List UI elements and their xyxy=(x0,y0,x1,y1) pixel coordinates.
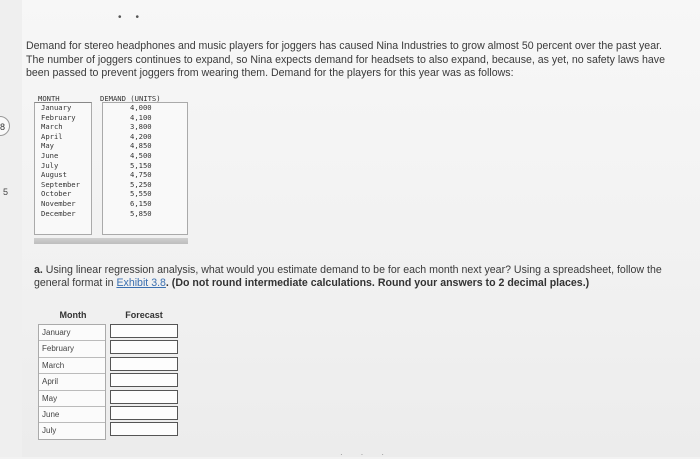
forecast-input-march[interactable] xyxy=(110,357,178,371)
demand-table-scrollbar[interactable] xyxy=(34,238,188,244)
forecast-grid-month-cell: June xyxy=(39,407,105,423)
demand-table-demand-cell: 4,850 xyxy=(130,141,152,151)
demand-table xyxy=(32,94,188,218)
exhibit-link[interactable]: Exhibit 3.8 xyxy=(116,277,166,289)
question-a xyxy=(34,264,686,290)
demand-table-month-header: MONTH xyxy=(38,94,60,103)
demand-table-month-cell: December xyxy=(41,208,76,218)
top-dots-icon: •• xyxy=(118,12,154,23)
demand-table-demand-cell: 4,000 xyxy=(130,103,152,112)
demand-table-month-cell: January xyxy=(41,103,72,112)
forecast-grid-body xyxy=(38,324,178,440)
question-label: a. xyxy=(34,264,43,276)
forecast-grid-header xyxy=(38,306,178,324)
demand-table-row xyxy=(32,161,188,171)
forecast-grid-forecast-header: Forecast xyxy=(125,310,163,320)
bottom-toolbar-dots-icon: ··· xyxy=(340,450,402,459)
forecast-grid-month-header: Month xyxy=(59,310,87,320)
question-badge[interactable]: 8 xyxy=(0,116,10,136)
demand-table-row xyxy=(32,113,188,123)
forecast-grid-month-cell: March xyxy=(39,358,105,374)
demand-table-month-cell: November xyxy=(41,198,76,208)
forecast-grid-month-cell: May xyxy=(39,391,105,407)
demand-table-demand-header: DEMAND (UNITS) xyxy=(100,94,161,103)
demand-table-month-cell: February xyxy=(41,112,76,122)
forecast-input-july[interactable] xyxy=(110,422,178,436)
demand-table-month-cell: March xyxy=(41,122,63,132)
demand-table-row xyxy=(32,103,188,113)
forecast-grid-month-cell: April xyxy=(39,374,105,390)
forecast-input-june[interactable] xyxy=(110,406,178,420)
demand-table-demand-cell: 4,500 xyxy=(130,150,152,160)
forecast-input-january[interactable] xyxy=(110,324,178,338)
demand-table-row xyxy=(32,141,188,151)
question-text: Using linear regression analysis, what would you estimate demand to be for each month next year? Using a spreadsheet, follow the general format in xyxy=(34,264,662,289)
demand-table-row xyxy=(32,189,188,199)
demand-table-row xyxy=(32,199,188,209)
demand-table-demand-cell: 5,550 xyxy=(130,189,152,199)
demand-table-month-cell: October xyxy=(41,189,72,199)
demand-table-demand-cell: 3,800 xyxy=(130,122,152,132)
demand-table-row xyxy=(32,151,188,161)
forecast-input-february[interactable] xyxy=(110,340,178,354)
demand-table-demand-cell: 5,150 xyxy=(130,160,152,170)
forecast-grid-months xyxy=(38,324,106,440)
forecast-answer-grid xyxy=(38,306,178,440)
demand-table-row xyxy=(32,132,188,142)
demand-table-month-cell: July xyxy=(41,160,59,170)
question-instruction: . (Do not round intermediate calculations. Round your answers to 2 decimal places.) xyxy=(165,277,590,289)
forecast-input-may[interactable] xyxy=(110,390,178,404)
demand-table-demand-cell: 4,200 xyxy=(130,131,152,141)
left-gutter xyxy=(0,0,22,457)
demand-table-row xyxy=(32,209,188,219)
demand-table-month-cell: August xyxy=(41,170,67,180)
forecast-grid-month-cell: February xyxy=(39,341,105,357)
demand-table-demand-cell: 5,850 xyxy=(130,208,152,218)
demand-table-month-cell: April xyxy=(41,131,63,141)
demand-table-month-cell: September xyxy=(41,179,80,189)
demand-table-demand-cell: 5,250 xyxy=(130,179,152,189)
problem-intro: Demand for stereo headphones and music players for joggers has caused Nina Industries to grow almost 50 percent over the past year. The number of joggers continues to expand, so Nina expects demand for headsets to also expand, because, as yet, no safety laws have been passed to prevent joggers from wearing them. Demand for the players for this year was as follows: xyxy=(26,40,665,79)
demand-table-demand-cell: 4,750 xyxy=(130,170,152,180)
demand-table-rows xyxy=(32,103,188,218)
forecast-grid-month-cell: July xyxy=(42,426,57,436)
demand-table-row xyxy=(32,170,188,180)
demand-table-demand-cell: 4,100 xyxy=(130,112,152,122)
forecast-input-april[interactable] xyxy=(110,373,178,387)
forecast-grid-inputs xyxy=(110,324,178,440)
demand-table-header xyxy=(32,94,188,103)
forecast-grid-month-cell: January xyxy=(39,325,105,341)
demand-table-month-cell: May xyxy=(41,141,54,151)
demand-table-demand-cell: 6,150 xyxy=(130,198,152,208)
demand-table-month-cell: June xyxy=(41,150,59,160)
gutter-number: 5 xyxy=(3,187,9,197)
demand-table-row xyxy=(32,180,188,190)
demand-table-row xyxy=(32,122,188,132)
